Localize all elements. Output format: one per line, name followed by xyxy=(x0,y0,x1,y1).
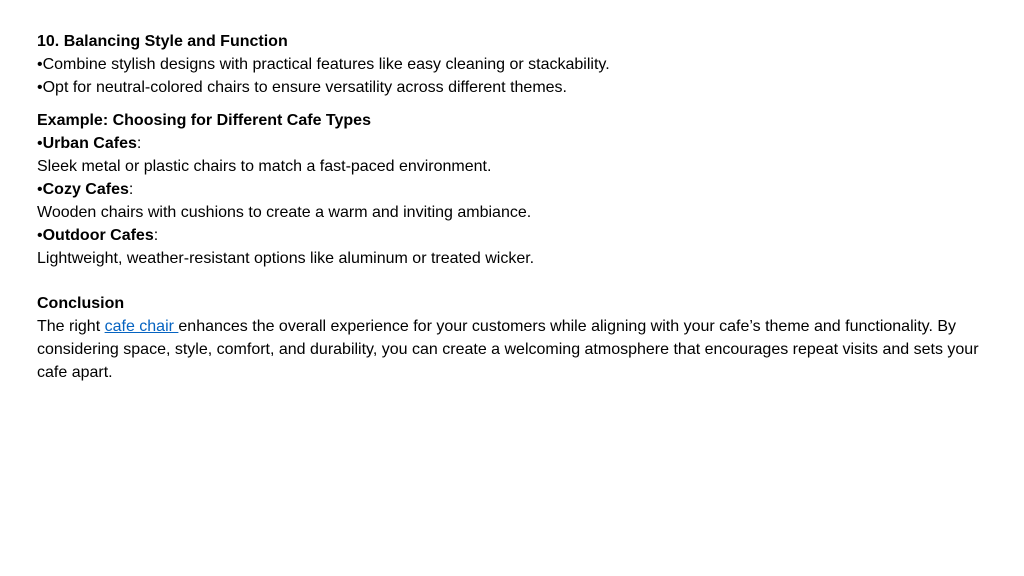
conclusion-text-after-link: enhances the overall experience for your customers while aligning with your cafe’s theme and functionality. By considering space, style, comfort, and durability, you can create a welcoming atmosphere that encourages repeat visits and sets your cafe apart. xyxy=(37,318,979,381)
conclusion-paragraph xyxy=(37,315,997,384)
example-heading: Example: Choosing for Different Cafe Types xyxy=(37,112,371,129)
example-item-urban-title xyxy=(37,132,997,155)
example-item-cozy-title xyxy=(37,178,997,201)
bullet-mark: • xyxy=(37,135,43,152)
balancing-section xyxy=(37,30,997,99)
colon: : xyxy=(136,135,142,152)
outdoor-cafes-label: Outdoor Cafes xyxy=(42,227,154,244)
colon: : xyxy=(128,181,134,198)
cafe-chair-link[interactable]: cafe chair xyxy=(104,318,179,335)
conclusion-section xyxy=(37,292,997,384)
balancing-heading: 10. Balancing Style and Function xyxy=(37,33,288,50)
example-item-outdoor-title xyxy=(37,224,997,247)
outdoor-cafes-description: Lightweight, weather-resistant options like aluminum or treated wicker. xyxy=(37,250,535,267)
example-section xyxy=(37,109,997,270)
bullet-mark: • xyxy=(37,227,43,244)
bullet-mark: • xyxy=(37,181,43,198)
conclusion-heading: Conclusion xyxy=(37,295,125,312)
urban-cafes-label: Urban Cafes xyxy=(42,135,137,152)
slide-content xyxy=(37,30,997,384)
conclusion-text-before-link: The right xyxy=(37,318,105,335)
balancing-bullet-1: •Combine stylish designs with practical features like easy cleaning or stackability. xyxy=(37,56,610,73)
colon: : xyxy=(153,227,159,244)
cozy-cafes-label: Cozy Cafes xyxy=(42,181,129,198)
balancing-bullet-2: •Opt for neutral-colored chairs to ensure versatility across different themes. xyxy=(37,79,567,96)
cozy-cafes-description: Wooden chairs with cushions to create a warm and inviting ambiance. xyxy=(37,204,532,221)
urban-cafes-description: Sleek metal or plastic chairs to match a fast-paced environment. xyxy=(37,158,492,175)
